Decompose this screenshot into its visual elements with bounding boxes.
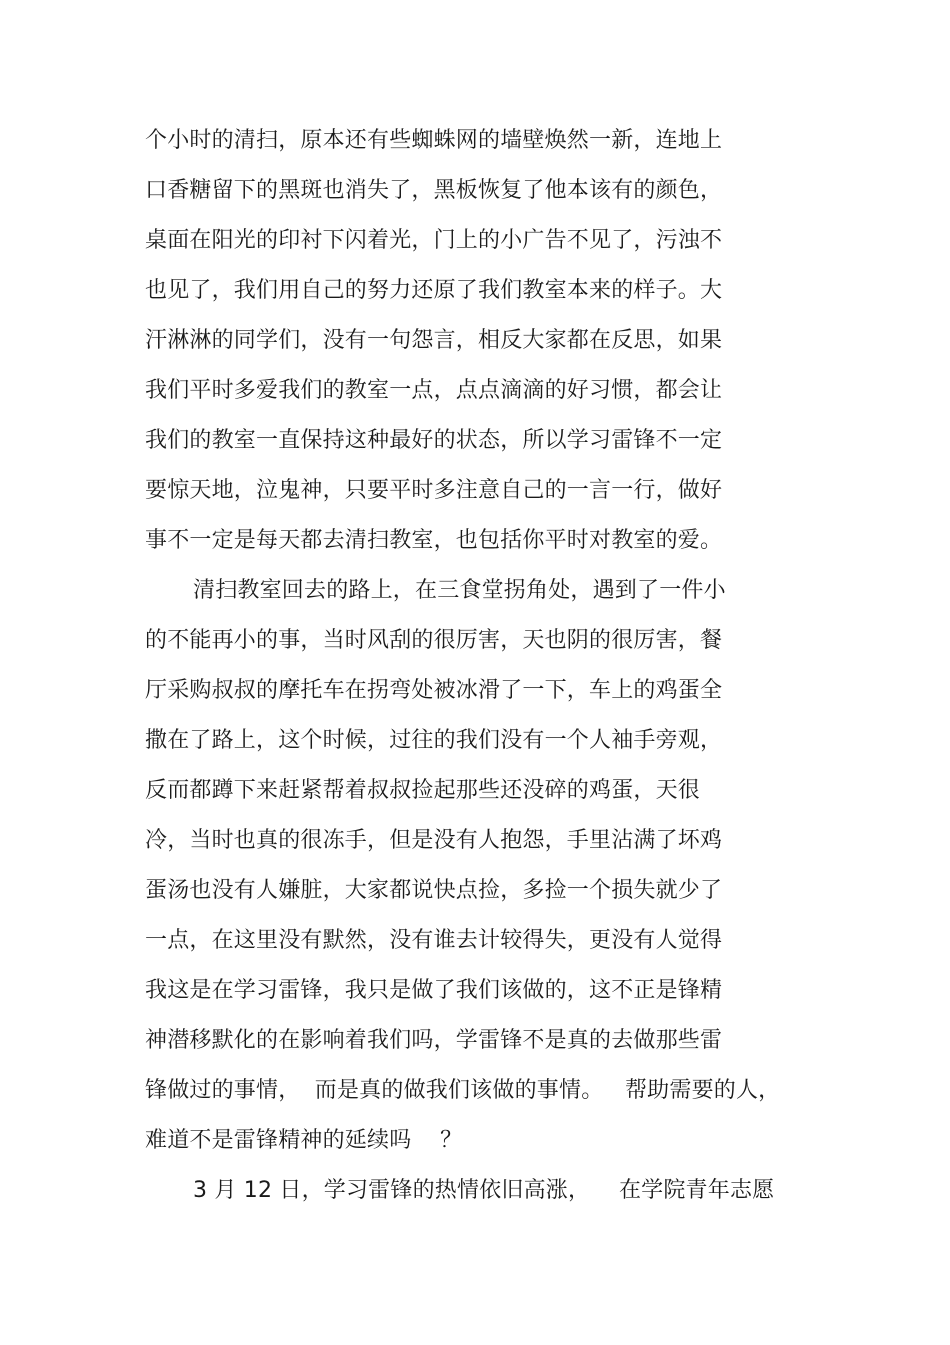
paragraph-start-line: 清扫教室回去的路上，在三食堂拐角处，遇到了一件小 (193, 578, 726, 603)
text-line: 撒在了路上，这个时候，过往的我们没有一个人袖手旁观， (145, 728, 723, 753)
text-line: 也见了，我们用自己的努力还原了我们教室本来的样子。大 (145, 278, 723, 303)
paragraph-start-line: 3 月 12 日，学习雷锋的热情依旧高涨， 在学院青年志愿 (193, 1178, 775, 1203)
text-line: 我们的教室一直保持这种最好的状态，所以学习雷锋不一定 (145, 428, 723, 453)
text-line: 冷，当时也真的很冻手，但是没有人抱怨，手里沾满了坏鸡 (145, 828, 723, 853)
text-line: 我这是在学习雷锋，我只是做了我们该做的，这不正是锋精 (145, 978, 723, 1003)
body-text (145, 121, 805, 1221)
text-line: 反而都蹲下来赶紧帮着叔叔捡起那些还没碎的鸡蛋，天很 (145, 778, 701, 803)
text-line: 厅采购叔叔的摩托车在拐弯处被冰滑了一下，车上的鸡蛋全 (145, 678, 723, 703)
text-line: 蛋汤也没有人嫌脏，大家都说快点捡，多捡一个损失就少了 (145, 878, 723, 903)
text-line: 要惊天地，泣鬼神，只要平时多注意自己的一言一行，做好 (145, 478, 723, 503)
text-line: 桌面在阳光的印衬下闪着光，门上的小广告不见了，污浊不 (145, 228, 723, 253)
text-line: 个小时的清扫，原本还有些蜘蛛网的墙壁焕然一新，连地上 (145, 128, 723, 153)
text-line: 汗淋淋的同学们，没有一句怨言，相反大家都在反思，如果 (145, 328, 723, 353)
text-line: 事不一定是每天都去清扫教室，也包括你平时对教室的爱。 (145, 528, 723, 553)
text-line: 我们平时多爱我们的教室一点，点点滴滴的好习惯，都会让 (145, 378, 723, 403)
text-line: 的不能再小的事，当时风刮的很厉害，天也阴的很厉害，餐 (145, 628, 723, 653)
text-line: 锋做过的事情， 而是真的做我们该做的事情。 帮助需要的人， (145, 1078, 781, 1103)
text-line: 一点，在这里没有默然，没有谁去计较得失，更没有人觉得 (145, 928, 723, 953)
text-line: 口香糖留下的黑斑也消失了，黑板恢复了他本该有的颜色， (145, 178, 723, 203)
text-line: 难道不是雷锋精神的延续吗 ？ (145, 1128, 463, 1153)
text-line: 神潜移默化的在影响着我们吗，学雷锋不是真的去做那些雷 (145, 1028, 723, 1053)
